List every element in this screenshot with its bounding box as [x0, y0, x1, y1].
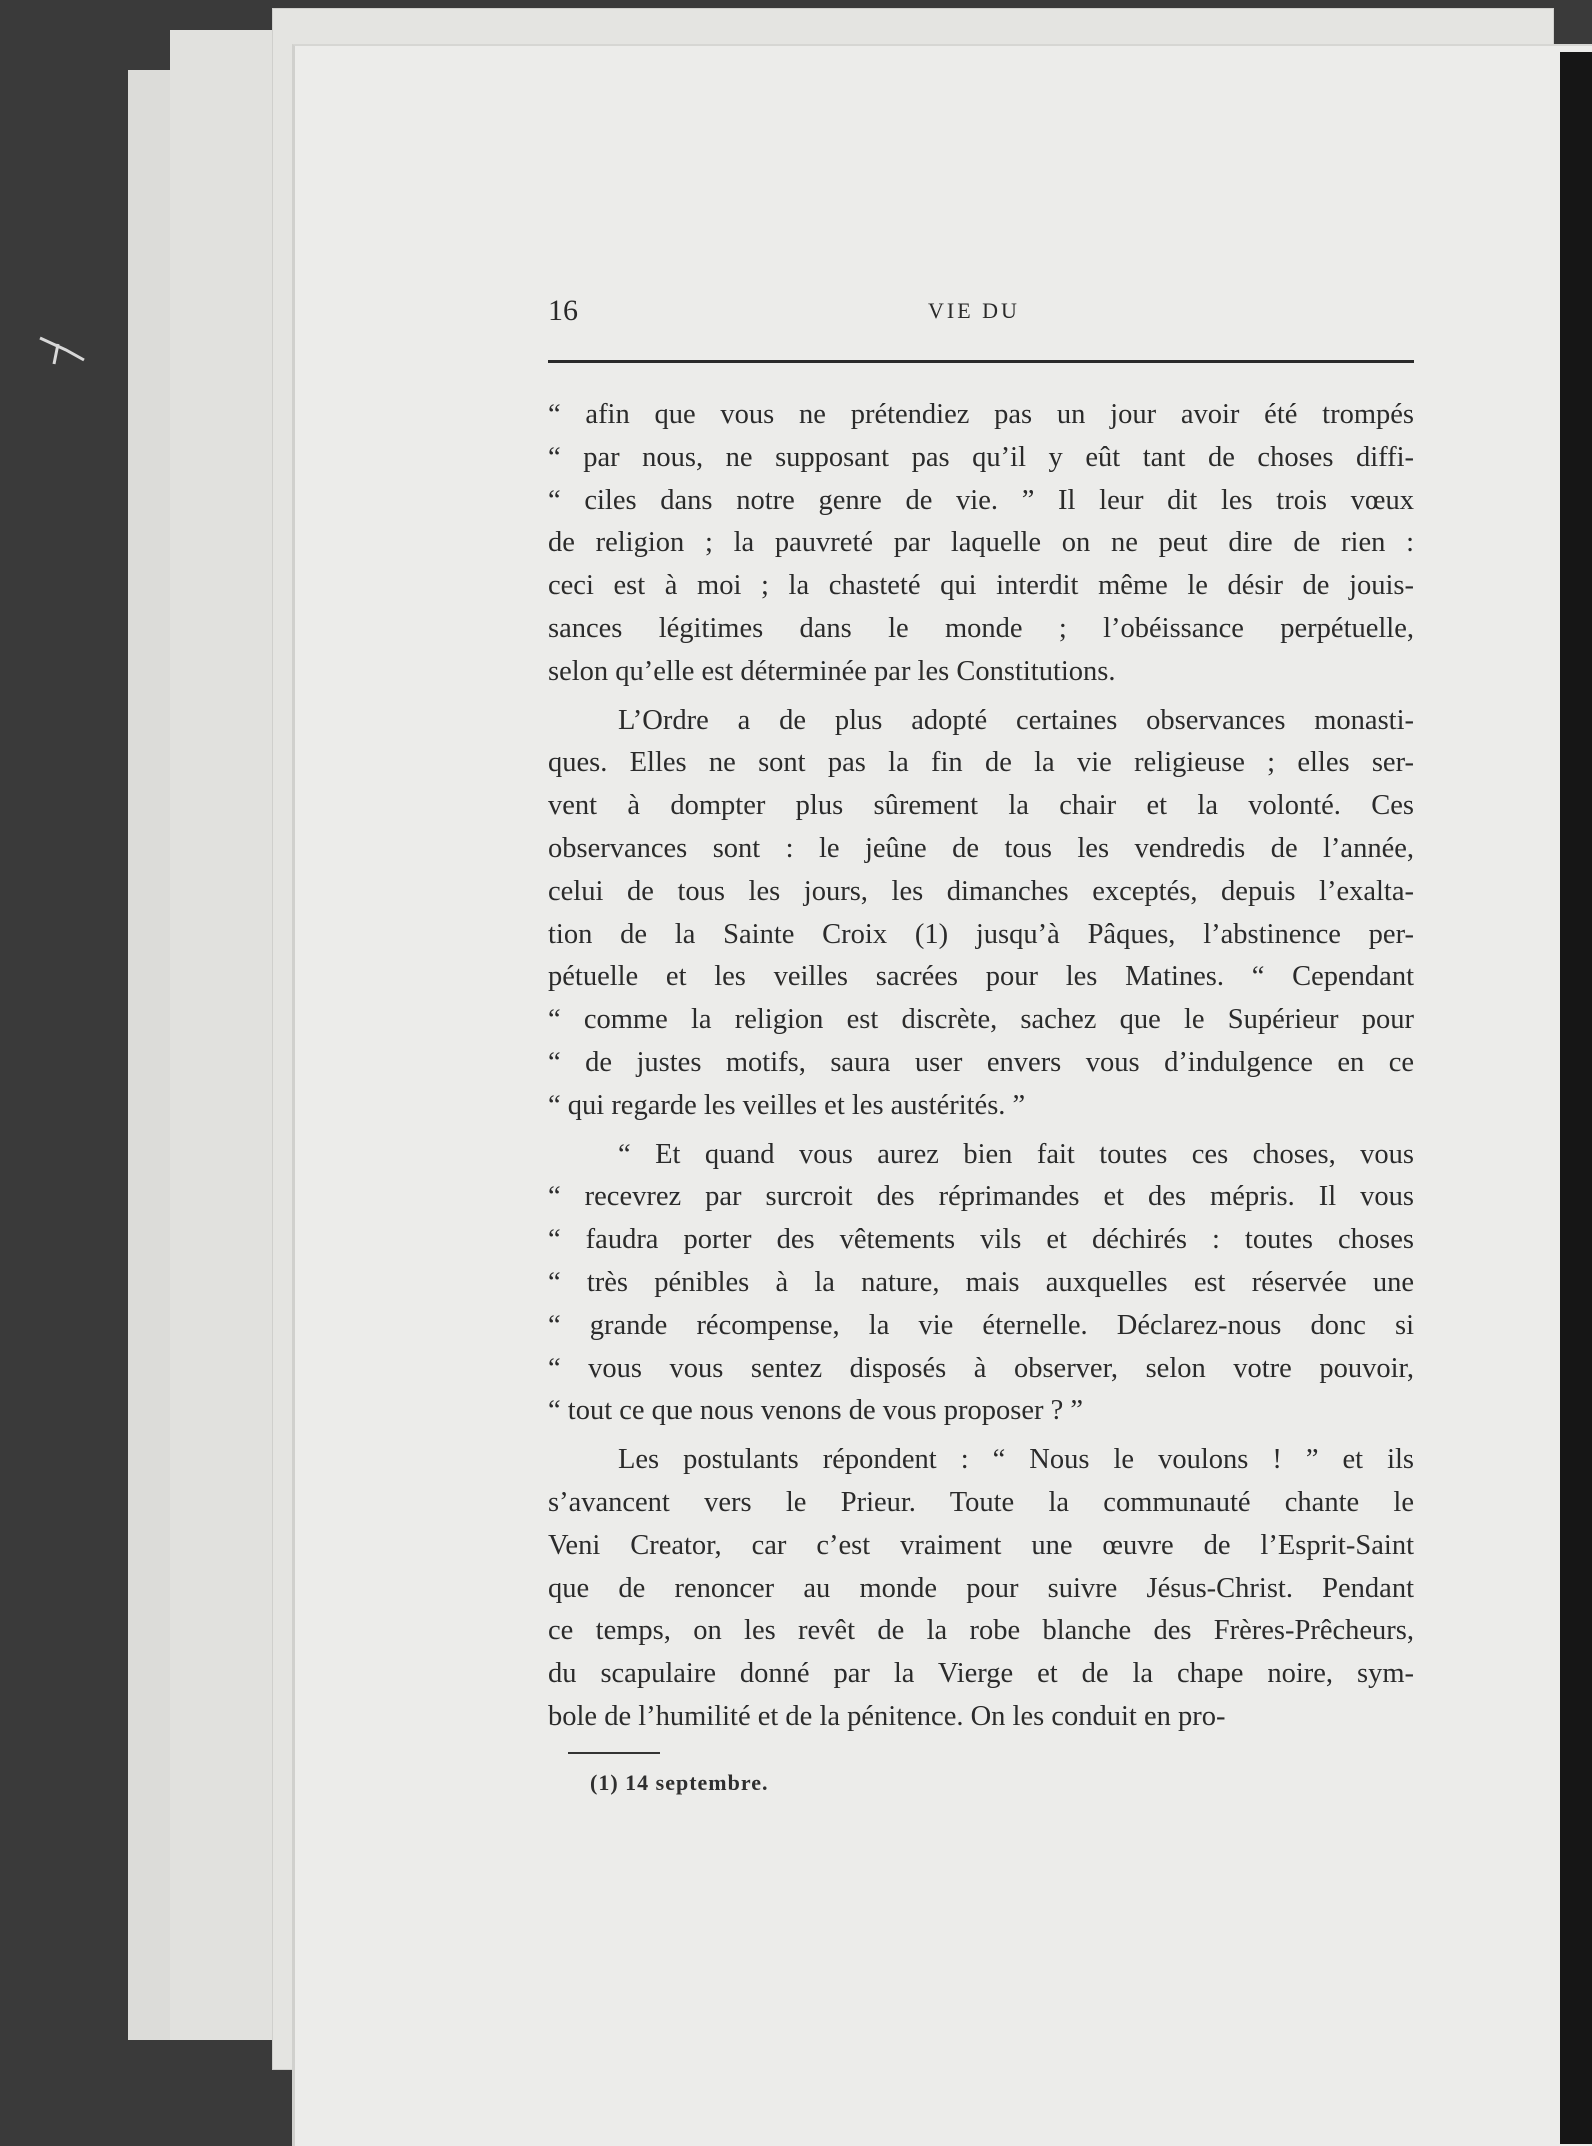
- text-line: que de renoncer au monde pour suivre Jésus-Christ. Pendant: [548, 1572, 1414, 1604]
- text-line: du scapulaire donné par la Vierge et de la chape noire, sym-: [548, 1658, 1414, 1690]
- text-line: bole de l’humilité et de la pénitence. On les conduit en pro-: [548, 1700, 1226, 1732]
- text-line: “ de justes motifs, saura user envers vous d’indulgence en ce: [548, 1046, 1414, 1078]
- text-line: L’Ordre a de plus adopté certaines observances monasti-: [618, 704, 1414, 736]
- text-line: s’avancent vers le Prieur. Toute la communauté chante le: [548, 1486, 1414, 1518]
- body-text: [548, 394, 1414, 1739]
- text-line: “ afin que vous ne prétendiez pas un jour avoir été trompés: [548, 399, 1414, 430]
- footnote: (1) 14 septembre.: [590, 1770, 769, 1795]
- text-line: “ Et quand vous aurez bien fait toutes ces choses, vous: [618, 1138, 1414, 1170]
- text-line: Veni Creator, car c’est vraiment une œuvre de l’Esprit-Saint: [548, 1529, 1414, 1561]
- page-header: [548, 294, 1414, 334]
- text-line: Les postulants répondent : “ Nous le voulons ! ” et ils: [618, 1444, 1414, 1476]
- paragraph: [548, 394, 1414, 694]
- paragraph: [548, 1134, 1414, 1434]
- text-line: “ comme la religion est discrète, sachez que le Supérieur pour: [548, 1004, 1414, 1036]
- text-line: “ par nous, ne supposant pas qu’il y eût tant de choses diffi-: [548, 441, 1414, 473]
- paragraph: [548, 1439, 1414, 1739]
- text-line: “ très pénibles à la nature, mais auxquelles est réservée une: [548, 1266, 1414, 1298]
- text-line: ce temps, on les revêt de la robe blanche des Frères-Prêcheurs,: [548, 1615, 1414, 1647]
- text-line: tion de la Sainte Croix (1) jusqu’à Pâques, l’abstinence per-: [548, 918, 1414, 950]
- footnote-rule: [568, 1752, 660, 1754]
- text-line: selon qu’elle est déterminée par les Constitutions.: [548, 655, 1116, 687]
- running-head: VIE DU: [928, 298, 1020, 323]
- page-number: 16: [548, 294, 578, 327]
- text-line: “ faudra porter des vêtements vils et déchirés : toutes choses: [548, 1224, 1414, 1256]
- text-line: “ recevrez par surcroit des réprimandes et des mépris. Il vous: [548, 1181, 1414, 1213]
- margin-mark: [38, 330, 88, 370]
- text-line: ques. Elles ne sont pas la fin de la vie religieuse ; elles ser-: [548, 747, 1414, 779]
- text-line: “ vous vous sentez disposés à observer, selon votre pouvoir,: [548, 1352, 1414, 1384]
- text-line: “ grande récompense, la vie éternelle. Déclarez-nous donc si: [548, 1309, 1414, 1341]
- paragraph: [548, 700, 1414, 1128]
- text-line: observances sont : le jeûne de tous les vendredis de l’année,: [548, 832, 1414, 864]
- scan-edge: [1560, 52, 1592, 2144]
- text-line: de religion ; la pauvreté par laquelle on ne peut dire de rien :: [548, 527, 1414, 559]
- text-line: sances légitimes dans le monde ; l’obéissance perpétuelle,: [548, 612, 1414, 644]
- header-rule: [548, 360, 1414, 363]
- text-line: “ qui regarde les veilles et les austérités. ”: [548, 1089, 1026, 1121]
- text-line: “ ciles dans notre genre de vie. ” Il leur dit les trois vœux: [548, 484, 1414, 516]
- text-line: “ tout ce que nous venons de vous proposer ? ”: [548, 1395, 1084, 1427]
- text-line: vent à dompter plus sûrement la chair et la volonté. Ces: [548, 790, 1414, 822]
- text-line: ceci est à moi ; la chasteté qui interdit même le désir de jouis-: [548, 570, 1414, 602]
- text-line: celui de tous les jours, les dimanches exceptés, depuis l’exalta-: [548, 875, 1414, 907]
- text-line: pétuelle et les veilles sacrées pour les Matines. “ Cependant: [548, 961, 1414, 993]
